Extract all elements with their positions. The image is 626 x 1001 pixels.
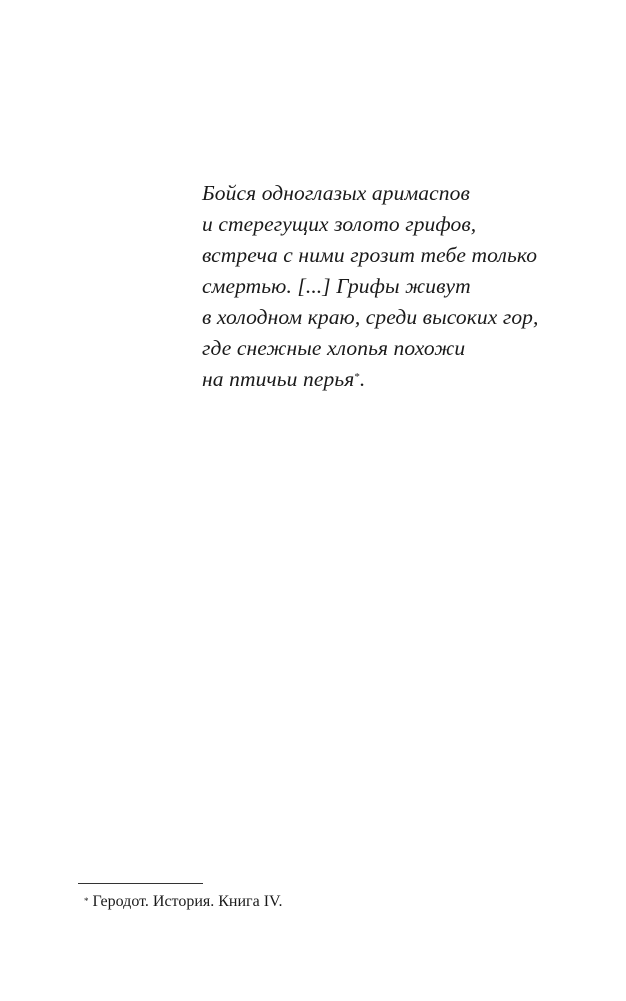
footnote-text: Геродот. История. Книга IV.: [92, 893, 283, 910]
footnote-marker: *: [84, 896, 89, 906]
epigraph-line-text: на птичьи перья: [202, 367, 355, 391]
epigraph-line: смертью. [...] Грифы живут: [202, 274, 471, 298]
epigraph-line: в холодном краю, среди высоких гор,: [202, 305, 539, 329]
epigraph-quote: [202, 178, 602, 395]
epigraph-end-punctuation: .: [359, 367, 366, 391]
footnote: [84, 892, 283, 912]
epigraph-last-line: [202, 364, 602, 395]
footnote-reference-marker[interactable]: *: [354, 371, 360, 383]
epigraph-line: Бойся одноглазых аримаспов: [202, 181, 470, 205]
epigraph-line: и стерегущих золото грифов,: [202, 212, 477, 236]
footnote-divider: [78, 883, 203, 884]
epigraph-line: где снежные хлопья похожи: [202, 336, 466, 360]
epigraph-line: встреча с ними грозит тебе только: [202, 243, 538, 267]
